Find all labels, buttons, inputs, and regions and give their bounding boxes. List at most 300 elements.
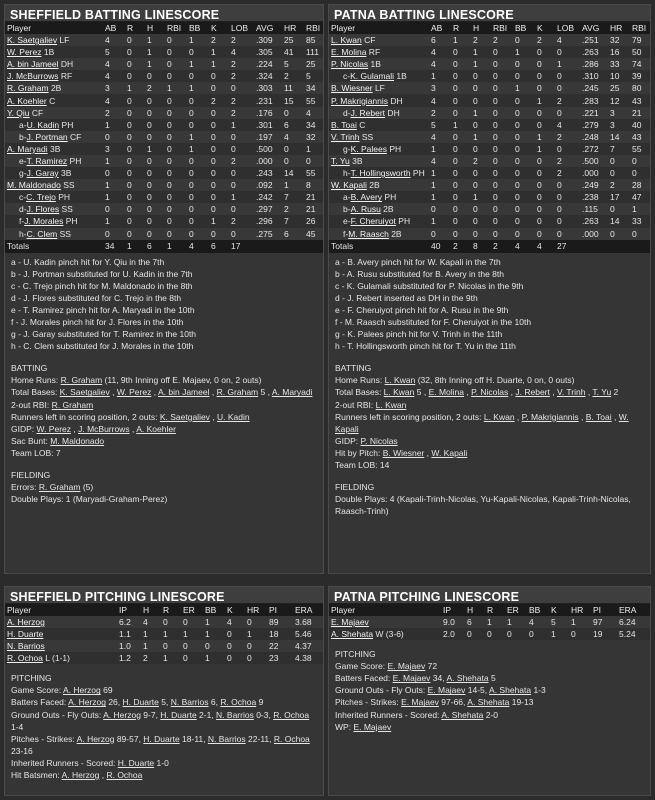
player-link[interactable]: Kapali <box>335 423 359 434</box>
pitching-line <box>335 660 644 672</box>
stat-cell: 0 <box>209 191 229 203</box>
stat-cell: .242 <box>254 191 282 203</box>
stat-cell: 0 <box>165 131 187 143</box>
stat-cell: 43 <box>630 131 650 143</box>
position: 2B <box>380 204 394 215</box>
player-link[interactable]: J. McBurrows <box>7 71 59 82</box>
player-link[interactable]: R. Graham <box>7 83 49 94</box>
stat-cell: 0 <box>187 191 209 203</box>
player-link[interactable]: P. Nicolas <box>360 435 398 446</box>
text: Errors: <box>11 482 39 492</box>
player-link[interactable]: P. Makrigiannis <box>331 95 389 106</box>
pitching-line <box>335 684 644 696</box>
stat-cell: 0 <box>187 228 209 240</box>
player-link[interactable]: B. Wiesner <box>331 83 373 94</box>
player-cell <box>329 58 429 70</box>
stat-cell: 2 <box>209 94 229 106</box>
stat-cell: 0 <box>125 58 145 70</box>
stat-cell: 0 <box>187 107 209 119</box>
player-cell <box>329 70 429 82</box>
player-link[interactable]: J. Morales <box>24 216 64 227</box>
column-header: LOB <box>229 22 254 34</box>
player-link[interactable]: A. Maryadi <box>7 143 48 154</box>
stat-cell: 0 <box>465 628 485 640</box>
section-heading: PITCHING <box>11 673 52 684</box>
stat-cell: 1 <box>103 119 125 131</box>
stat-cell: 0 <box>513 119 535 131</box>
stat-cell: 0 <box>505 628 527 640</box>
player-link[interactable]: V. Trinh <box>331 131 360 142</box>
player-link[interactable]: E. Majaev <box>387 661 426 672</box>
stat-cell: 0 <box>125 46 145 58</box>
player-link[interactable]: R. Graham <box>216 387 259 398</box>
stat-cell: 4 <box>527 616 549 628</box>
text: Inherited Runners - Scored: <box>11 757 118 768</box>
table-row <box>329 203 650 215</box>
sub-prefix: e- <box>19 155 27 166</box>
column-header: ER <box>505 604 527 616</box>
player-cell <box>329 94 429 106</box>
table-row <box>5 46 323 58</box>
stat-cell <box>580 240 608 253</box>
notes-section <box>5 253 323 506</box>
stat-cell: 8 <box>471 240 491 253</box>
stat-cell: 0 <box>165 191 187 203</box>
stat-cell: 0 <box>125 203 145 215</box>
stat-cell: .000 <box>580 167 608 179</box>
player-link[interactable]: A. Rusu <box>350 204 381 215</box>
position: PH <box>395 216 411 227</box>
player-link[interactable]: R. Ochoa <box>273 733 310 744</box>
stat-cell: 6 <box>465 616 485 628</box>
stat-cell: 18 <box>267 628 293 640</box>
player-cell <box>329 179 429 191</box>
position: CF <box>29 107 44 118</box>
player-link[interactable]: H. Duarte <box>143 733 180 744</box>
player-link[interactable]: T. Hollingsworth <box>350 168 411 179</box>
text: , <box>585 387 593 398</box>
player-link[interactable]: J. Rebert <box>515 387 550 398</box>
player-link[interactable]: W. Perez <box>36 423 71 434</box>
stat-cell: .251 <box>580 34 608 46</box>
stat-cell: 0 <box>491 46 513 58</box>
stat-cell: 1 <box>535 131 555 143</box>
stat-cell: 0 <box>513 167 535 179</box>
stat-cell: 0 <box>145 191 165 203</box>
stat-cell: 7 <box>282 215 304 227</box>
text: WP: <box>335 721 354 732</box>
player-link[interactable]: E. Majaev <box>401 697 439 708</box>
player-link[interactable]: U. Kadin <box>26 119 60 130</box>
stat-cell: 0 <box>145 228 165 240</box>
stat-cell: 0 <box>491 203 513 215</box>
text: 5 , <box>258 387 272 398</box>
table-row <box>329 179 650 191</box>
stat-cell: 1 <box>304 143 323 155</box>
stat-cell: .221 <box>580 107 608 119</box>
player-link[interactable]: U. Kadin <box>217 411 250 422</box>
player-link[interactable]: L. Kwan <box>375 399 407 410</box>
stat-cell: 2 <box>229 34 254 46</box>
player-link[interactable]: L. Kwan <box>384 375 416 386</box>
stat-cell: 12 <box>608 94 630 106</box>
player-link[interactable]: W. <box>618 411 629 422</box>
stat-cell: 1 <box>471 107 491 119</box>
stat-cell: 40 <box>630 119 650 131</box>
player-link[interactable]: N. Barrios <box>7 641 45 652</box>
section-heading: PITCHING <box>335 649 376 660</box>
stat-cell: 0 <box>513 179 535 191</box>
player-link[interactable]: E. Majaev <box>353 721 392 732</box>
batting-line <box>335 374 644 386</box>
stat-cell: 1.1 <box>117 628 141 640</box>
stat-cell: 4 <box>187 240 209 253</box>
stat-cell: 0 <box>209 167 229 179</box>
stat-cell: 25 <box>282 34 304 46</box>
column-header: ERA <box>293 604 323 616</box>
batting-table <box>329 22 650 253</box>
player-link[interactable]: L. Kwan <box>331 35 362 46</box>
player-link[interactable]: L. Kwan <box>483 411 515 422</box>
stat-cell: 85 <box>304 34 323 46</box>
player-cell <box>329 191 429 203</box>
text: Hit by Pitch: <box>335 447 383 458</box>
stat-cell: 1 <box>187 34 209 46</box>
notes-section <box>329 253 650 518</box>
stat-cell: 5 <box>282 58 304 70</box>
stat-cell: 1 <box>141 640 161 652</box>
table-row <box>5 640 323 652</box>
player-link[interactable]: A. Maryadi <box>271 387 313 398</box>
stat-cell: 0 <box>491 58 513 70</box>
stat-cell: 0 <box>161 616 181 628</box>
player-link[interactable]: A. Herzog <box>7 617 45 628</box>
position: PH <box>382 192 397 203</box>
substitution-note: h - C. Clem substituted for J. Morales in the 10th <box>11 341 194 352</box>
batting-line <box>335 423 644 435</box>
stat-cell: 0 <box>181 616 203 628</box>
stat-cell: 0 <box>630 155 650 167</box>
stat-cell: 0 <box>527 628 549 640</box>
stat-cell: 0 <box>145 167 165 179</box>
stat-cell: 0 <box>165 203 187 215</box>
column-header: Player <box>5 22 103 34</box>
stat-cell: .500 <box>580 155 608 167</box>
player-link[interactable]: A. bin Jameel <box>157 387 210 398</box>
player-link[interactable]: R. Graham <box>60 375 103 386</box>
stat-cell: 9.0 <box>441 616 465 628</box>
player-link[interactable]: A. Herzog <box>62 685 101 696</box>
stat-cell: 2 <box>209 34 229 46</box>
column-header: HR <box>569 604 591 616</box>
stat-cell: 1 <box>505 616 527 628</box>
player-link[interactable]: M. Maldonado <box>7 180 61 191</box>
player-link[interactable]: B. Avery <box>350 192 383 203</box>
batting-line <box>11 435 317 447</box>
stat-cell: 6.24 <box>617 616 650 628</box>
patna-pitching-panel <box>328 586 651 796</box>
batting-line <box>11 423 317 435</box>
stat-cell: 0 <box>471 167 491 179</box>
column-header: R <box>125 22 145 34</box>
stat-cell: 0 <box>451 94 471 106</box>
player-link[interactable]: K. Saetgaliev <box>7 35 58 46</box>
decision: W (3-6) <box>373 629 404 640</box>
stat-cell: 2 <box>145 82 165 94</box>
stat-cell: 0 <box>471 179 491 191</box>
batting-section <box>335 362 644 471</box>
player-link[interactable]: C. Trejo <box>26 192 56 203</box>
sub-prefix: b- <box>19 131 27 142</box>
stat-cell: 2 <box>555 167 580 179</box>
stat-cell: 0 <box>225 628 245 640</box>
player-link[interactable]: B. Wiesner <box>382 447 425 458</box>
player-link[interactable]: P. Nicolas <box>331 59 369 70</box>
player-link[interactable]: A. Koehler <box>7 95 47 106</box>
column-header: H <box>141 604 161 616</box>
stat-cell: 3 <box>429 82 451 94</box>
stat-cell: 0 <box>471 143 491 155</box>
player-link[interactable]: F. Cheruiyot <box>350 216 396 227</box>
player-link[interactable]: R. Graham <box>38 482 81 492</box>
stat-cell: 1 <box>125 82 145 94</box>
player-link[interactable]: H. Duarte <box>160 709 197 720</box>
fielding-line <box>335 505 644 517</box>
stat-cell: 1 <box>103 155 125 167</box>
player-link[interactable]: A. Herzog <box>68 697 106 708</box>
stat-cell: 0 <box>535 203 555 215</box>
text: GIDP: <box>11 423 37 434</box>
table-row <box>329 46 650 58</box>
text: , <box>71 423 79 434</box>
player-link[interactable]: N. Barrios <box>216 709 254 720</box>
stat-cell: 0 <box>145 119 165 131</box>
player-link[interactable]: P. Nicolas <box>471 387 509 398</box>
position: LF <box>57 35 70 46</box>
stat-cell: 1 <box>161 652 181 664</box>
player-link[interactable]: A. Shehata <box>489 685 532 696</box>
player-link[interactable]: A. Herzog <box>61 770 100 781</box>
table-row <box>5 191 323 203</box>
player-link[interactable]: T. Yu <box>592 387 612 398</box>
stat-cell: .305 <box>254 46 282 58</box>
player-link[interactable]: W. Perez <box>116 387 152 398</box>
player-cell <box>5 70 103 82</box>
player-link[interactable]: A. Shehata <box>446 673 489 684</box>
stat-cell: 0 <box>209 70 229 82</box>
player-link[interactable]: M. Raasch <box>348 228 389 239</box>
player-link[interactable]: T. Yu <box>331 155 350 166</box>
text: 9-7, <box>140 709 161 720</box>
batting-line <box>11 399 317 411</box>
player-link[interactable]: R. Ochoa <box>220 697 257 708</box>
stat-cell: 4 <box>555 34 580 46</box>
player-link[interactable]: T. Ramirez <box>26 155 68 166</box>
stat-cell: 1 <box>203 628 225 640</box>
player-link[interactable]: E. Majaev <box>331 617 369 628</box>
stat-cell: 0 <box>513 143 535 155</box>
player-link[interactable]: R. Ochoa <box>106 770 143 781</box>
batting-line <box>11 374 317 386</box>
panel-title: SHEFFIELD PITCHING LINESCORE <box>5 587 323 604</box>
stat-cell: 2 <box>229 155 254 167</box>
stat-cell: 0 <box>491 143 513 155</box>
stat-cell: 0 <box>513 203 535 215</box>
stat-cell: 0 <box>451 70 471 82</box>
player-link[interactable]: K. Saetgaliev <box>59 387 110 398</box>
stat-cell: .297 <box>254 203 282 215</box>
text: , <box>508 387 516 398</box>
player-cell <box>5 179 103 191</box>
player-link[interactable]: E. Molina <box>428 387 465 398</box>
player-link[interactable]: W. Kapali <box>331 180 367 191</box>
player-link[interactable]: H. Duarte <box>117 757 155 768</box>
column-header: K <box>209 22 229 34</box>
player-link[interactable]: E. Molina <box>331 47 367 58</box>
column-header: R <box>161 604 181 616</box>
position: SS <box>59 204 73 215</box>
stat-cell: 1 <box>165 240 187 253</box>
text: , <box>424 447 432 458</box>
table-row <box>329 228 650 240</box>
text: , <box>549 387 557 398</box>
position: RF <box>58 71 73 82</box>
column-header: K <box>549 604 569 616</box>
position: 1B <box>41 47 55 58</box>
stat-cell: 0 <box>209 203 229 215</box>
stat-cell: 0 <box>209 107 229 119</box>
stat-cell: 0 <box>225 640 245 652</box>
player-link[interactable]: R. Graham <box>51 399 94 410</box>
player-link[interactable]: M. Maldonado <box>50 435 105 446</box>
player-link[interactable]: E. Majaev <box>392 673 431 684</box>
stat-cell: 0 <box>229 203 254 215</box>
stat-cell: .197 <box>254 131 282 143</box>
player-link[interactable]: E. Majaev <box>427 685 466 696</box>
stat-cell: 0 <box>513 155 535 167</box>
table-row <box>5 228 323 240</box>
player-link[interactable]: H. Duarte <box>122 697 159 708</box>
stat-cell: 0 <box>165 119 187 131</box>
patna-batting-panel <box>328 4 651 574</box>
stat-cell: 0 <box>103 203 125 215</box>
player-link[interactable]: J. Garay <box>26 168 59 179</box>
player-link[interactable]: P. Makrigiannis <box>521 411 579 422</box>
substitution-note: d - J. Rebert inserted as DH in the 9th <box>335 292 478 303</box>
column-header: H <box>471 22 491 34</box>
stat-cell: 0 <box>451 203 471 215</box>
player-link[interactable]: V. Trinh <box>556 387 586 398</box>
fielding-section <box>11 469 317 505</box>
player-link[interactable]: N. Barrios <box>207 733 246 744</box>
player-link[interactable]: J. Flores <box>26 204 60 215</box>
player-link[interactable]: H. Duarte <box>7 629 44 640</box>
pitching-line <box>11 757 317 769</box>
stat-cell: 0 <box>535 70 555 82</box>
stat-cell: 5.46 <box>293 628 323 640</box>
substitution-note: c - K. Gulamali substituted for P. Nicolas in the 9th <box>335 280 524 291</box>
player-link[interactable]: A. Koehler <box>136 423 176 434</box>
player-link[interactable]: A. Shehata <box>331 629 374 640</box>
player-link[interactable]: B. Toai <box>331 119 357 130</box>
stat-cell: 21 <box>630 107 650 119</box>
position: PH <box>63 216 78 227</box>
stat-cell: 40 <box>429 240 451 253</box>
player-link[interactable]: K. Palees <box>350 143 387 154</box>
stat-cell: 28 <box>630 179 650 191</box>
stat-cell: 0 <box>555 82 580 94</box>
stat-cell: 0 <box>535 228 555 240</box>
player-link[interactable]: C. Clem <box>26 228 58 239</box>
stat-cell: 0 <box>165 34 187 46</box>
player-link[interactable]: R. Ochoa <box>273 709 310 720</box>
player-link[interactable]: A. Herzog <box>103 709 141 720</box>
stat-cell: 4 <box>555 119 580 131</box>
player-link[interactable]: W. Kapali <box>431 447 468 458</box>
stat-cell: 4 <box>103 34 125 46</box>
text: Ground Outs - Fly Outs: <box>11 709 104 720</box>
substitution-note: a - U. Kadin pinch hit for Y. Qiu in the 7th <box>11 256 165 267</box>
stat-cell: 0 <box>535 167 555 179</box>
player-link[interactable]: A. Shehata <box>441 709 484 720</box>
player-cell <box>5 58 103 70</box>
player-link[interactable]: A. bin Jameel <box>7 59 59 70</box>
player-cell <box>5 34 103 46</box>
stat-cell: 1 <box>451 34 471 46</box>
stat-cell: 0 <box>125 107 145 119</box>
stat-cell: 0 <box>485 628 505 640</box>
substitution-note: d - J. Flores substituted for C. Trejo in the 8th <box>11 292 182 303</box>
player-link[interactable]: R. Ochoa <box>7 653 43 664</box>
text: Pitches - Strikes: <box>335 697 402 708</box>
stat-cell: 0 <box>125 143 145 155</box>
position: 2B <box>48 83 62 94</box>
stat-cell: 2 <box>429 107 451 119</box>
player-link[interactable]: J. Rebert <box>350 107 386 118</box>
table-row <box>5 34 323 46</box>
player-link[interactable]: J. McBurrows <box>78 423 130 434</box>
player-link[interactable]: N. Barrios <box>170 697 209 708</box>
player-link[interactable]: W. Perez <box>7 47 42 58</box>
column-header: RBI <box>630 22 650 34</box>
stat-cell: 111 <box>304 46 323 58</box>
player-link[interactable]: K. Saetgaliev <box>159 411 210 422</box>
stat-cell: 0 <box>630 167 650 179</box>
stat-cell: .243 <box>254 167 282 179</box>
player-link[interactable]: K. Gulamali <box>350 71 395 82</box>
player-cell <box>329 167 429 179</box>
table-row <box>329 107 650 119</box>
player-link[interactable]: B. Toai <box>585 411 612 422</box>
player-cell <box>5 155 103 167</box>
stat-cell: 0 <box>451 179 471 191</box>
player-link[interactable]: A. Herzog <box>76 733 115 744</box>
text: Sac Bunt: <box>11 435 51 446</box>
text: Home Runs: <box>335 375 385 386</box>
player-cell <box>5 131 103 143</box>
player-link[interactable]: J. Portman <box>26 131 68 142</box>
stat-cell: 89 <box>267 616 293 628</box>
player-link[interactable]: Y. Qiu <box>7 107 30 118</box>
text: 1-3 <box>531 685 546 696</box>
position: DH <box>385 107 400 118</box>
column-header: BB <box>513 22 535 34</box>
player-link[interactable]: A. Shehata <box>467 697 510 708</box>
player-link[interactable]: L. Kwan <box>383 387 415 398</box>
stat-cell: 8 <box>304 179 323 191</box>
stat-cell: 4 <box>103 70 125 82</box>
stat-cell: 0 <box>145 155 165 167</box>
